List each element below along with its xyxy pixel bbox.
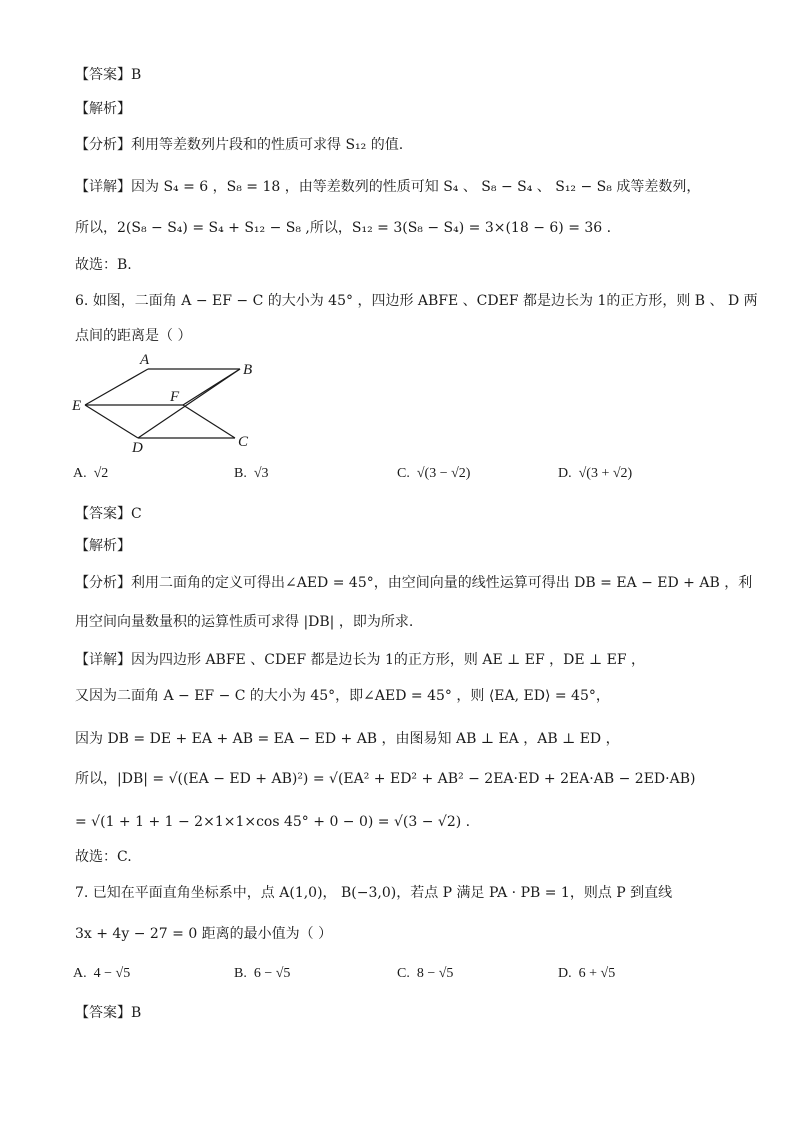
- q6-option-d-text: √(3 + √2): [578, 466, 633, 481]
- q6-xiangjie-line3: 因为 DB = DE + EA + AB = EA − ED + AB ，由图易知 AB ⊥ EA ，AB ⊥ ED ，: [75, 731, 620, 747]
- q6-xiangjie-line1: 【详解】因为四边形 ABFE 、CDEF 都是边长为 1的正方形，则 AE ⊥ EF ，DE ⊥ EF ，: [75, 652, 646, 668]
- label-F: F: [170, 389, 180, 405]
- q6-option-a-label: A.: [73, 466, 87, 481]
- edge-EA: [85, 369, 148, 405]
- q6-xiangjie-line5: = √(1 + 1 + 1 − 2×1×1×cos 45° + 0 − 0) = √(3 − √2) .: [75, 814, 471, 830]
- q7-stem-line2: 3x + 4y − 27 = 0 距离的最小值为（ ）: [75, 926, 333, 942]
- q7-answer: 【答案】B: [75, 1005, 142, 1021]
- q7-option-a-text: 4 − √5: [93, 966, 131, 981]
- q6-fenxi-line1: 【分析】利用二面角的定义可得出∠AED = 45°，由空间向量的线性运算可得出 DB = EA − ED + AB ，利: [75, 575, 753, 591]
- q7-option-a-label: A.: [73, 966, 87, 981]
- q5-choice: 故选：B.: [75, 257, 132, 273]
- q5-analysis-heading: 【解析】: [75, 101, 131, 117]
- q6-option-b: [234, 466, 269, 482]
- q5-fenxi: 【分析】利用等差数列片段和的性质可求得 S₁₂ 的值.: [75, 137, 404, 153]
- q7-option-b-label: B.: [234, 966, 247, 981]
- edge-DB: [138, 369, 240, 438]
- q6-option-c-text: √(3 − √2): [416, 466, 471, 481]
- q7-option-d-text: 6 + √5: [578, 966, 616, 981]
- q7-option-c-label: C.: [397, 966, 410, 981]
- q6-stem-line2: 点间的距离是（ ）: [75, 328, 192, 344]
- q6-stem-line1: 6. 如图，二面角 A − EF − C 的大小为 45° ，四边形 ABFE 、CDEF 都是边长为 1的正方形，则 B 、 D 两: [75, 293, 758, 309]
- q6-option-c: [397, 466, 470, 482]
- label-A: A: [140, 352, 150, 368]
- q6-xiangjie-line2: 又因为二面角 A − EF − C 的大小为 45°，即∠AED = 45° ，则 ⟨EA, ED⟩ = 45°，: [75, 688, 610, 704]
- edge-ED: [85, 405, 138, 438]
- q6-choice: 故选：C.: [75, 849, 132, 865]
- label-E: E: [72, 398, 82, 414]
- q6-option-b-label: B.: [234, 466, 247, 481]
- q5-answer: 【答案】B: [75, 67, 142, 83]
- q7-option-c-text: 8 − √5: [416, 966, 454, 981]
- dihedral-angle-figure: [60, 348, 270, 458]
- q7-option-b-text: 6 − √5: [253, 966, 291, 981]
- q6-fenxi-line2: 用空间向量数量积的运算性质可求得 |DB| ，即为所求.: [75, 614, 414, 630]
- q7-option-c: [397, 966, 453, 982]
- q7-option-d-label: D.: [558, 966, 572, 981]
- q7-option-a: [73, 966, 130, 982]
- q6-option-d: [558, 466, 632, 482]
- edge-FC: [183, 405, 235, 438]
- q6-answer: 【答案】C: [75, 506, 142, 522]
- q5-xiangjie: 【详解】因为 S₄ = 6 ，S₈ = 18 ，由等差数列的性质可知 S₄ 、 S₈ − S₄ 、 S₁₂ − S₈ 成等差数列，: [75, 179, 701, 195]
- label-B: B: [243, 362, 253, 378]
- q6-option-d-label: D.: [558, 466, 572, 481]
- q6-option-b-text: √3: [253, 466, 269, 481]
- label-D: D: [132, 440, 143, 456]
- q6-option-c-label: C.: [397, 466, 410, 481]
- q5-suoyi: 所以，2(S₈ − S₄) = S₄ + S₁₂ − S₈ ,所以，S₁₂ = 3(S₈ − S₄) = 3×(18 − 6) = 36 .: [75, 220, 612, 236]
- q6-analysis-heading: 【解析】: [75, 538, 131, 554]
- q6-option-a: [73, 466, 108, 482]
- q6-option-a-text: √2: [93, 466, 109, 481]
- label-C: C: [238, 434, 249, 450]
- q7-option-d: [558, 966, 615, 982]
- q6-xiangjie-line4: 所以，|DB| = √((EA − ED + AB)²) = √(EA² + ED² + AB² − 2EA·ED + 2EA·AB − 2ED·AB): [75, 771, 696, 787]
- q7-option-b: [234, 966, 290, 982]
- q7-stem-line1: 7. 已知在平面直角坐标系中，点 A(1,0)， B(−3,0)，若点 P 满足 PA · PB = 1，则点 P 到直线: [75, 885, 673, 901]
